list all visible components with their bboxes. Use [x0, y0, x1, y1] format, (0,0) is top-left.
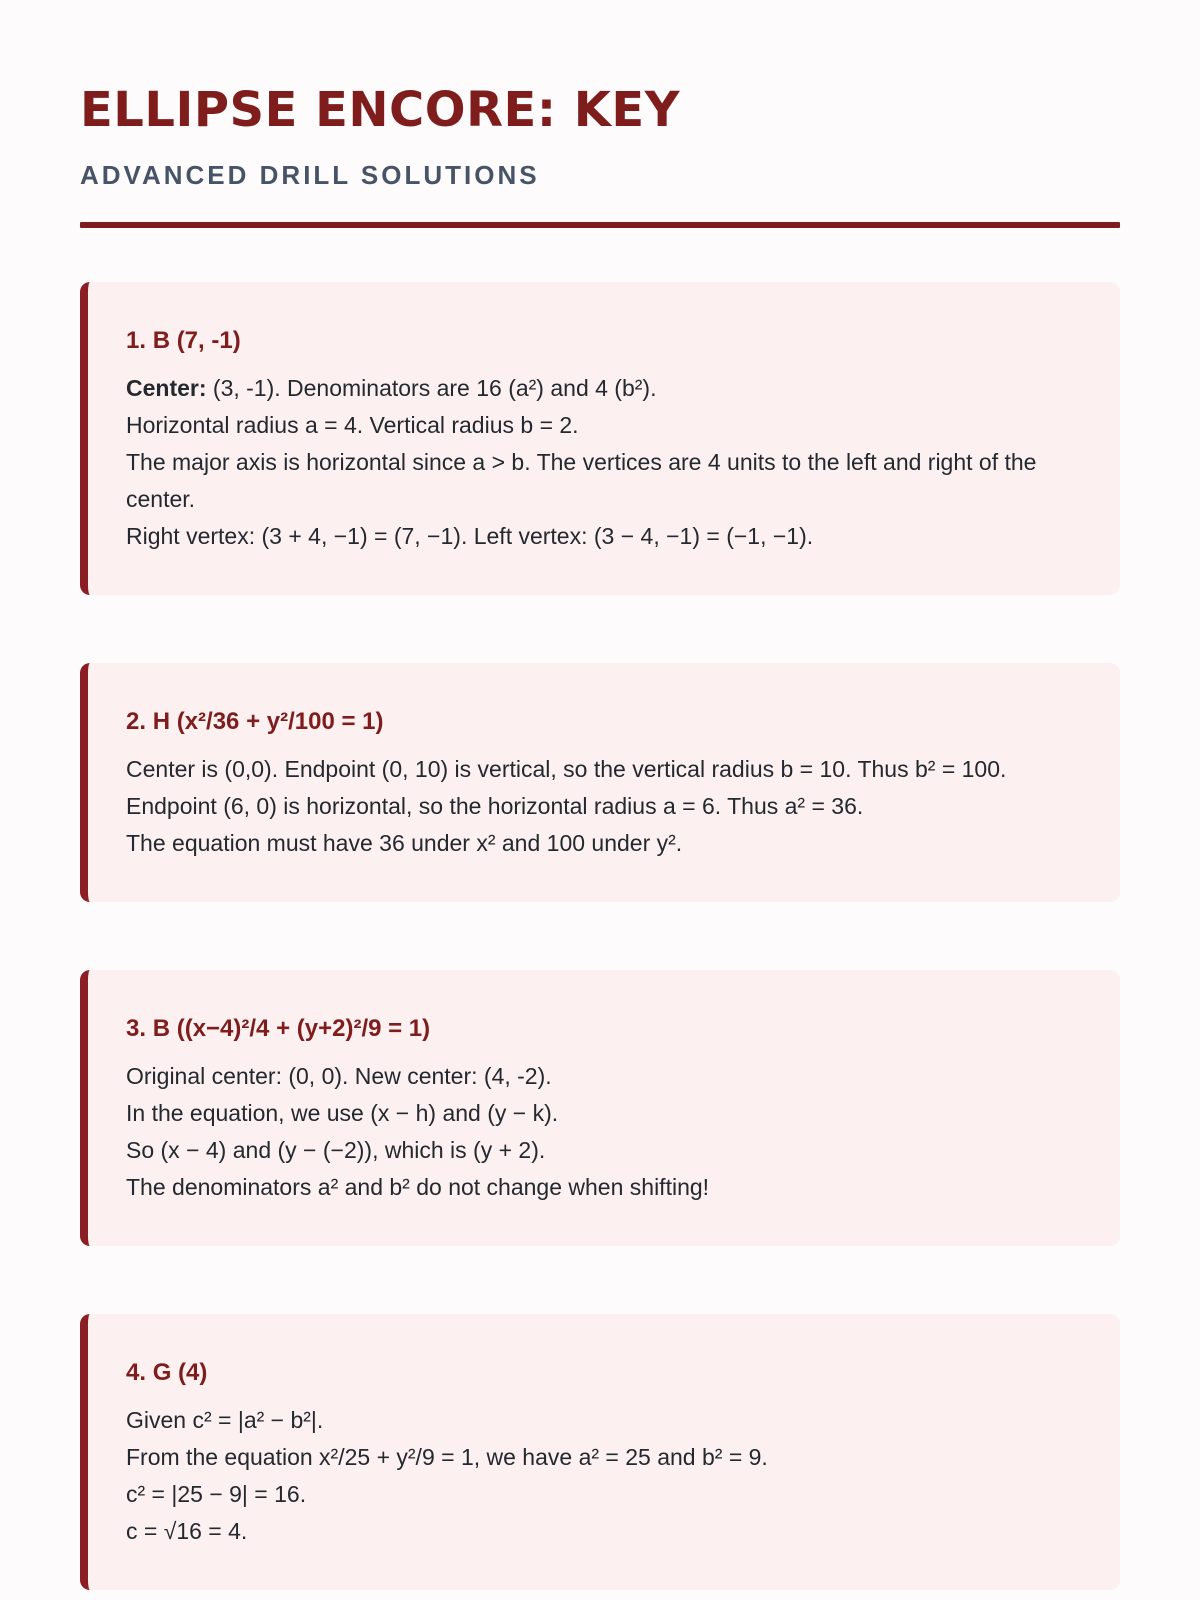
solution-4-number: 4.	[126, 1359, 147, 1386]
solution-4-line-1: Given c² = |a² − b²|.	[126, 1407, 324, 1433]
center-label: Center:	[126, 375, 207, 401]
solution-4-heading	[126, 1356, 1080, 1390]
solution-1-line-1-text: (3, -1). Denominators are 16 (a²) and 4 (b²).	[206, 375, 657, 401]
solution-3-line-1: Original center: (0, 0). New center: (4, -2).	[126, 1063, 552, 1089]
solution-4-line-3: c² = |25 − 9| = 16.	[126, 1481, 307, 1507]
page-title: ELLIPSE ENCORE: KEY	[80, 82, 680, 138]
solution-1-heading	[126, 324, 1080, 358]
solution-4-answer: G (4)	[152, 1359, 208, 1386]
solution-1-number: 1.	[126, 327, 147, 354]
solution-2-answer-equation: (x²/36 + y²/100 = 1)	[176, 708, 384, 735]
solution-3-line-2: In the equation, we use (x − h) and (y − k).	[126, 1100, 559, 1126]
solution-1-line-1	[126, 370, 1080, 407]
solution-4-line-4: c = √16 = 4.	[126, 1518, 248, 1544]
solution-card-3	[80, 970, 1120, 1246]
solution-4-line-2: From the equation x²/25 + y²/9 = 1, we have a² = 25 and b² = 9.	[126, 1444, 768, 1470]
solution-2-line-2: Endpoint (6, 0) is horizontal, so the horizontal radius a = 6. Thus a² = 36.	[126, 793, 864, 819]
solution-1-line-3: The major axis is horizontal since a > b. The vertices are 4 units to the left and right of the center.	[126, 449, 1037, 512]
solution-2-number: 2.	[126, 708, 147, 735]
solution-2-line-3: The equation must have 36 under x² and 100 under y².	[126, 830, 683, 856]
solution-3-line-3: So (x − 4) and (y − (−2)), which is (y + 2).	[126, 1137, 546, 1163]
solution-2-line-1: Center is (0,0). Endpoint (0, 10) is vertical, so the vertical radius b = 10. Thus b² = 100.	[126, 756, 1007, 782]
solutions-list	[80, 282, 1120, 1590]
solution-2-answer-letter: H	[152, 708, 171, 735]
solution-3-line-4: The denominators a² and b² do not change when shifting!	[126, 1174, 710, 1200]
solution-1-answer: B (7, -1)	[152, 327, 241, 354]
solution-card-4	[80, 1314, 1120, 1590]
page-subtitle: ADVANCED DRILL SOLUTIONS	[80, 160, 540, 190]
solution-2-heading	[126, 705, 1080, 739]
solution-1-line-2: Horizontal radius a = 4. Vertical radius b = 2.	[126, 412, 579, 438]
solution-3-answer-letter: B	[152, 1015, 171, 1042]
solution-3-answer-equation: ((x−4)²/4 + (y+2)²/9 = 1)	[176, 1015, 431, 1042]
solution-3-heading	[126, 1012, 1080, 1046]
header-divider	[80, 222, 1120, 228]
solution-1-line-4: Right vertex: (3 + 4, −1) = (7, −1). Left vertex: (3 − 4, −1) = (−1, −1).	[126, 523, 814, 549]
solution-3-number: 3.	[126, 1015, 147, 1042]
solution-card-1	[80, 282, 1120, 595]
solution-card-2	[80, 663, 1120, 902]
